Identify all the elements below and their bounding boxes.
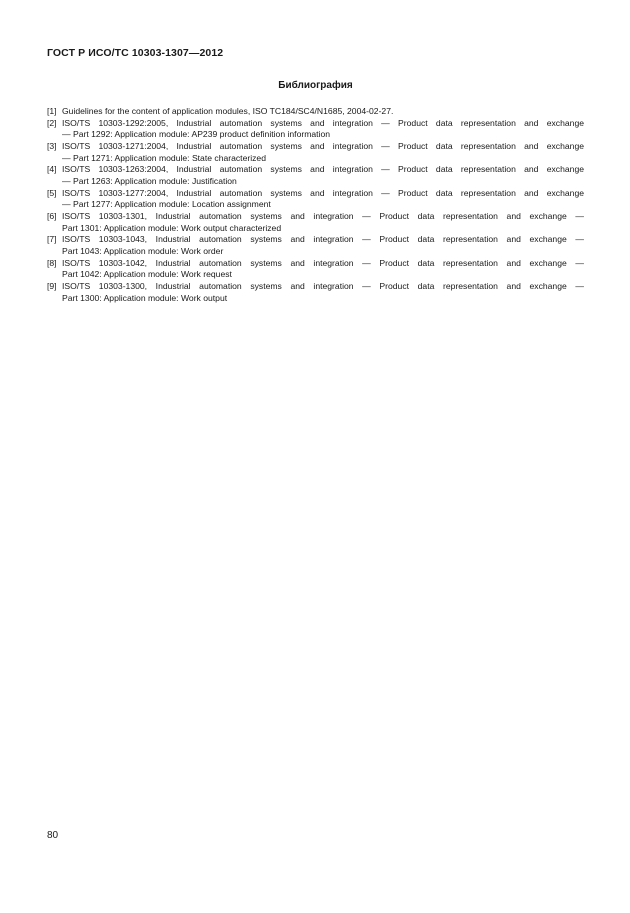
document-header: ГОСТ Р ИСО/ТС 10303-1307—2012 bbox=[47, 47, 224, 59]
bibliography-entry bbox=[47, 281, 584, 304]
entry-number: [2] bbox=[47, 117, 57, 128]
entry-text bbox=[62, 234, 584, 257]
entry-line-1: ISO/TS 10303-1043, Industrial automation systems and integration — Product data representation and exchange — bbox=[62, 234, 584, 245]
bibliography-entry bbox=[47, 234, 584, 257]
entry-number: [6] bbox=[47, 210, 57, 221]
entry-number: [7] bbox=[47, 234, 57, 245]
entry-line-2: Part 1043: Application module: Work order bbox=[62, 245, 224, 256]
entry-line-1: ISO/TS 10303-1301, Industrial automation systems and integration — Product data representation and exchange — bbox=[62, 210, 584, 221]
entry-number: [3] bbox=[47, 140, 57, 151]
bibliography-entry bbox=[47, 211, 584, 234]
bibliography-entry bbox=[47, 141, 584, 164]
entry-number: [4] bbox=[47, 164, 57, 175]
bibliography-entry bbox=[47, 188, 584, 211]
entry-line-1: ISO/TS 10303-1300, Industrial automation systems and integration — Product data representation and exchange — bbox=[62, 280, 584, 291]
section-title: Библиография bbox=[278, 80, 353, 91]
entry-line-1: ISO/TS 10303-1292:2005, Industrial automation systems and integration — Product data representation and exchange bbox=[62, 117, 584, 128]
entry-line-2: Part 1301: Application module: Work output characterized bbox=[62, 222, 282, 233]
entry-number: [8] bbox=[47, 257, 57, 268]
bibliography-entry bbox=[47, 106, 584, 118]
entry-line-2: Part 1300: Application module: Work output bbox=[62, 292, 228, 303]
entry-number: [9] bbox=[47, 280, 57, 291]
page-number: 80 bbox=[47, 830, 59, 841]
entry-line-1: ISO/TS 10303-1042, Industrial automation systems and integration — Product data representation and exchange — bbox=[62, 257, 584, 268]
bibliography-entry bbox=[47, 258, 584, 281]
entry-number: [5] bbox=[47, 187, 57, 198]
entry-text bbox=[62, 106, 584, 118]
entry-line-2: — Part 1263: Application module: Justification bbox=[62, 175, 237, 186]
entry-text bbox=[62, 281, 584, 304]
entry-text bbox=[62, 211, 584, 234]
entry-text bbox=[62, 188, 584, 211]
entry-text bbox=[62, 118, 584, 141]
entry-text bbox=[62, 258, 584, 281]
entry-line-2: Part 1042: Application module: Work request bbox=[62, 269, 232, 280]
entry-line-1: ISO/TS 10303-1277:2004, Industrial automation systems and integration — Product data representation and exchange bbox=[62, 187, 584, 198]
entry-line-1: ISO/TS 10303-1271:2004, Industrial automation systems and integration — Product data representation and exchange bbox=[62, 140, 584, 151]
entry-line-1: ISO/TS 10303-1263:2004, Industrial automation systems and integration — Product data representation and exchange bbox=[62, 164, 584, 175]
entry-line-2: — Part 1277: Application module: Location assignment bbox=[62, 199, 271, 210]
bibliography-list bbox=[47, 106, 584, 304]
entry-line-2: — Part 1271: Application module: State characterized bbox=[62, 152, 266, 163]
bibliography-entry bbox=[47, 118, 584, 141]
entry-number: [1] bbox=[47, 106, 57, 116]
entry-line-2: — Part 1292: Application module: AP239 product definition information bbox=[62, 129, 331, 140]
entry-text bbox=[62, 164, 584, 187]
entry-text bbox=[62, 141, 584, 164]
bibliography-entry bbox=[47, 164, 584, 187]
entry-line-1: Guidelines for the content of application modules, ISO TC184/SC4/N1685, 2004-02-27. bbox=[62, 106, 394, 116]
